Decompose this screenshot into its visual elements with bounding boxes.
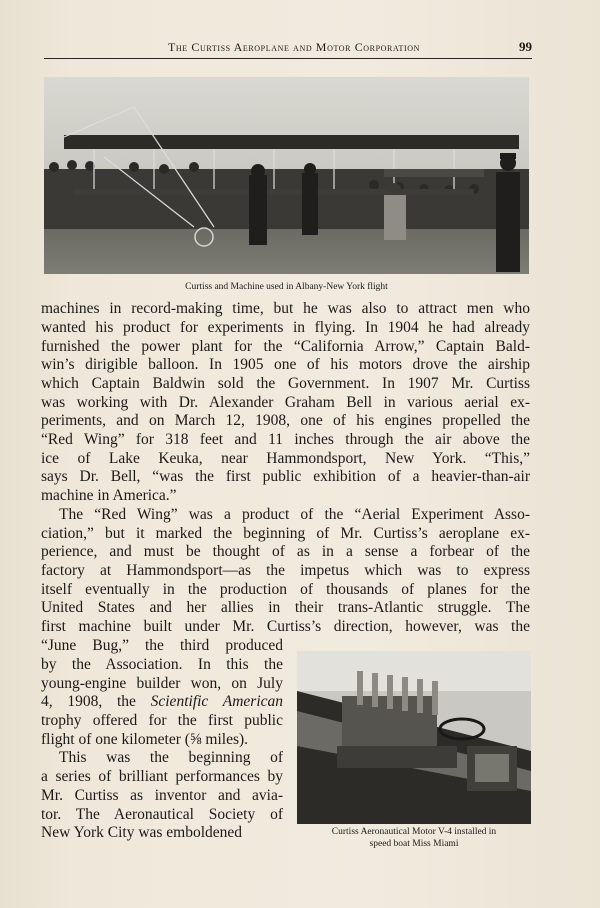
text-line: ciation,” but it marked the beginning of Mr. Curtiss’s aeroplane ex- xyxy=(41,525,530,542)
caption-side-line2: speed boat Miss Miami xyxy=(369,839,459,849)
text-line: was working with Dr. Alexander Graham Bell in various aerial ex- xyxy=(41,394,530,411)
text-line: furnished the power plant for the “California Arrow,” Captain Bald- xyxy=(41,338,530,355)
text-line: “Red Wing” for 318 feet and 11 inches through the air above the xyxy=(41,431,530,448)
text-line: tor. The Aeronautical Society of xyxy=(41,806,283,823)
page-number: 99 xyxy=(519,39,532,54)
caption-top-photo: Curtiss and Machine used in Albany-New York flight xyxy=(185,282,388,292)
caption-side-line1: Curtiss Aeronautical Motor V-4 installed in xyxy=(331,827,497,837)
text-line: “June Bug,” the third produced xyxy=(41,637,283,654)
text-line: itself eventually in the production of thousands of planes for the xyxy=(41,581,530,598)
photo-curtiss-machine xyxy=(44,77,529,274)
caption-side-photo xyxy=(297,826,531,850)
text-line: wanted his product for experiments in flying. In 1904 he had already xyxy=(41,319,530,336)
text-line: says Dr. Bell, “was the first public exhibition of a heavier-than-air xyxy=(41,468,530,485)
text-line: Mr. Curtiss as inventor and avia- xyxy=(41,787,283,804)
text-line: United States and her allies in their trans-Atlantic struggle. The xyxy=(41,599,530,616)
text-line: by the Association. In this the xyxy=(41,656,283,673)
engine-photo-illustration xyxy=(297,651,531,824)
text-line: The “Red Wing” was a product of the “Aerial Experiment Asso- xyxy=(59,506,530,523)
text-line: machines in record-making time, but he was also to attract men who xyxy=(41,300,530,317)
text-line: young-engine builder won, on July xyxy=(41,675,283,692)
text-line: which Captain Baldwin sold the Government. In 1907 Mr. Curtiss xyxy=(41,375,530,392)
text-fragment: 4, 1908, the xyxy=(41,693,136,710)
text-line: machine in America.” xyxy=(41,487,177,504)
text-line: trophy offered for the first public xyxy=(41,712,283,729)
text-line: periments, and on March 12, 1908, one of his engines propelled the xyxy=(41,412,530,429)
text-line: win’s dirigible balloon. In 1905 one of his motors drove the airship xyxy=(41,356,530,373)
italic-title: Scientific American xyxy=(150,693,284,710)
running-header xyxy=(44,40,532,59)
text-line: New York City was emboldened xyxy=(41,824,243,841)
text-line: perience, and must be thought of as in a sense a forbear of the xyxy=(41,543,530,560)
aeroplane-photo-illustration xyxy=(44,77,529,274)
text-line: a series of brilliant performances by xyxy=(41,768,283,785)
text-line: first machine built under Mr. Curtiss’s direction, however, was the xyxy=(41,618,530,635)
text-line: factory at Hammondsport—as the impetus which was to express xyxy=(41,562,530,579)
header-title: The Curtiss Aeroplane and Motor Corporation xyxy=(168,40,420,54)
text-line: This was the beginning of xyxy=(59,749,283,766)
text-line: ice of Lake Keuka, near Hammondsport, New York. “This,” xyxy=(41,450,530,467)
text-line: flight of one kilometer (⅝ miles). xyxy=(41,731,249,748)
photo-motor-v4-speedboat xyxy=(297,651,531,824)
text-line-with-italic xyxy=(41,693,283,712)
